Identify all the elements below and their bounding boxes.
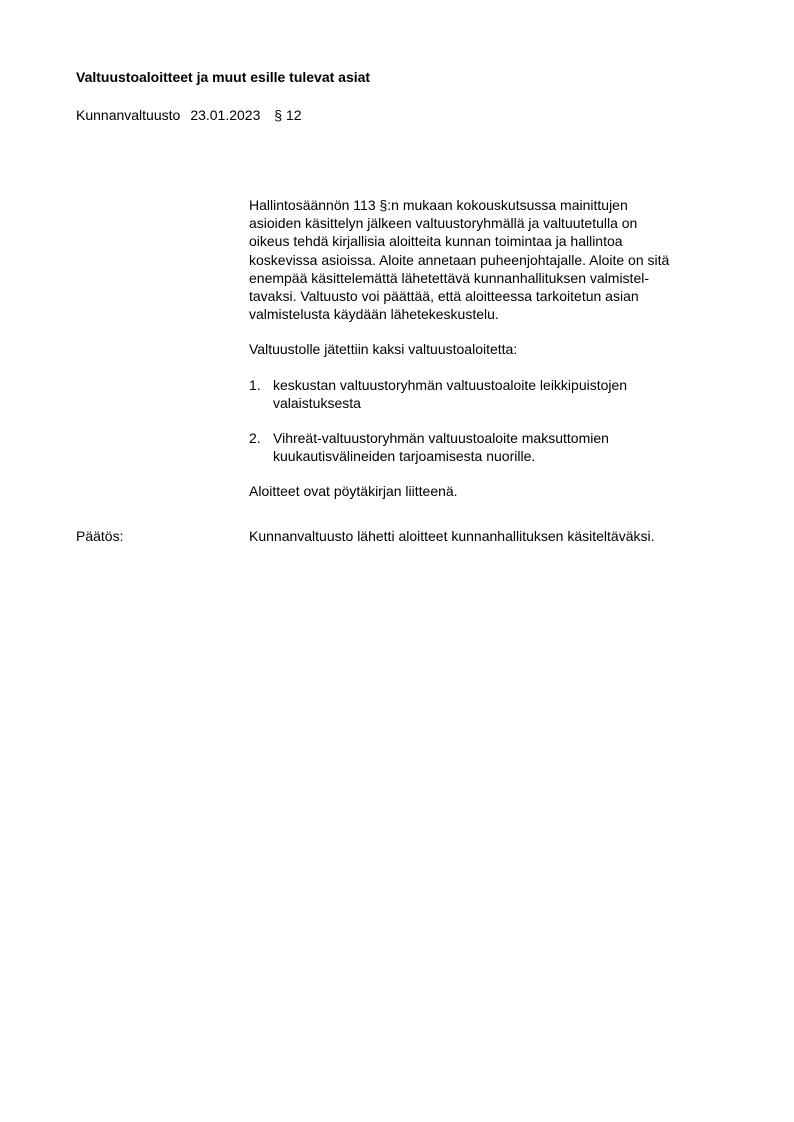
list-item-line: keskustan valtuustoryhmän valtuustoaloite leikkipuistojen <box>273 376 628 393</box>
attachments-note: Aloitteet ovat pöytäkirjan liitteenä. <box>249 483 458 500</box>
meeting-section: § 12 <box>274 107 302 123</box>
intro-line: oikeus tehdä kirjallisia aloitteita kunnan toimintaa ja hallintoa <box>249 233 623 250</box>
list-item-line: kuukautisvälineiden tarjoamisesta nuorille. <box>273 448 536 465</box>
initiative-list <box>249 376 744 466</box>
intro-line: enempää käsittelemättä lähetettävä kunnanhallituksen valmistel- <box>249 269 650 286</box>
decision-label: Päätös: <box>76 528 124 544</box>
meeting-body: Kunnanvaltuusto <box>76 107 181 123</box>
meeting-reference <box>76 106 302 124</box>
page-title: Valtuustoaloitteet ja muut esille tulevat asiat <box>76 69 371 85</box>
list-item-line: valaistuksesta <box>273 394 361 411</box>
case-description <box>249 196 744 501</box>
list-item <box>249 376 744 412</box>
list-item-number: 1. <box>249 376 261 393</box>
intro-line: Hallintosäännön 113 §:n mukaan kokouskutsussa mainittujen <box>249 197 628 213</box>
intro-line: koskevissa asioissa. Aloite annetaan puheenjohtajalle. Aloite on sitä <box>249 251 670 268</box>
list-item-number: 2. <box>249 430 261 447</box>
intro-line: asioiden käsittelyn jälkeen valtuustoryhmällä ja valtuutetulla on <box>249 215 638 232</box>
meeting-date: 23.01.2023 <box>190 107 261 123</box>
list-item <box>249 429 744 465</box>
intro-line: valmistelusta käydään lähetekeskustelu. <box>249 306 499 323</box>
intro-paragraph <box>249 196 744 323</box>
list-intro: Valtuustolle jätettiin kaksi valtuustoaloitetta: <box>249 341 518 358</box>
intro-line: tavaksi. Valtuusto voi päättää, että aloitteessa tarkoitetun asian <box>249 288 639 305</box>
list-item-line: Vihreät-valtuustoryhmän valtuustoaloite maksuttomien <box>273 430 609 447</box>
decision-text: Kunnanvaltuusto lähetti aloitteet kunnanhallituksen käsiteltäväksi. <box>249 528 655 544</box>
